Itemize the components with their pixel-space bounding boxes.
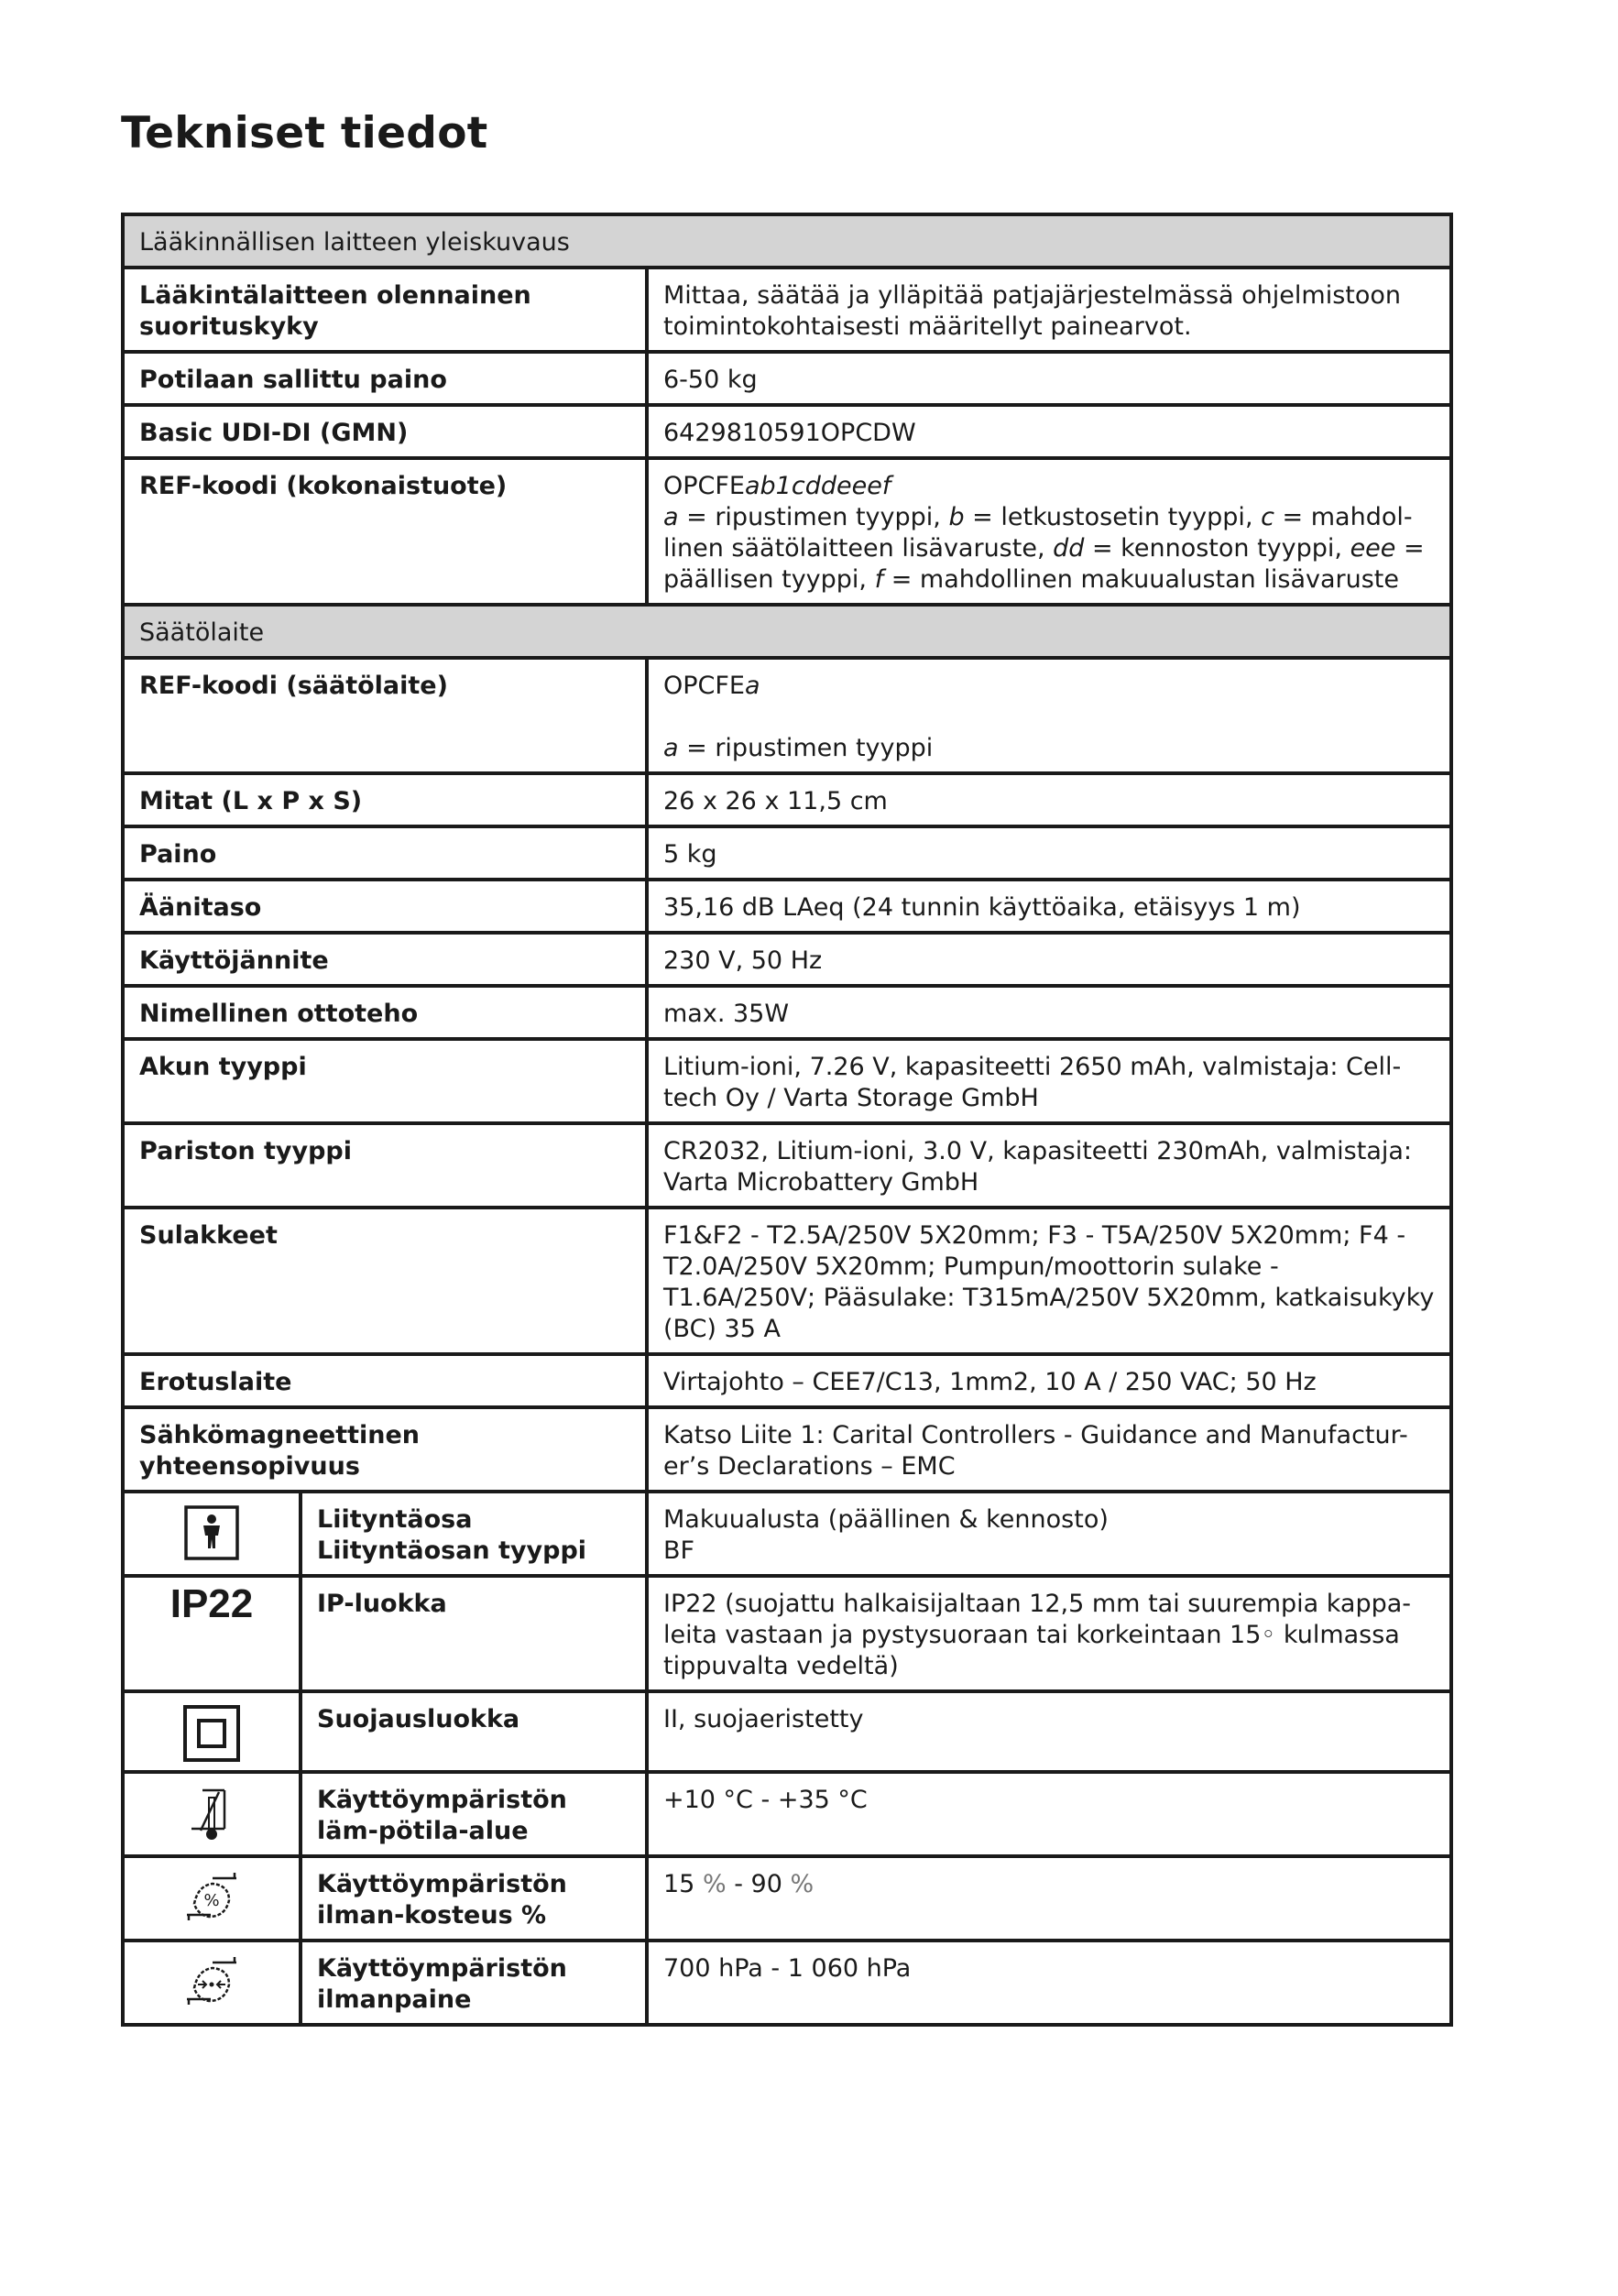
row-label: Pariston tyyppi	[123, 1123, 647, 1208]
table-row	[123, 1208, 1451, 1354]
icon-cell	[123, 1492, 301, 1576]
row-label: Äänitaso	[123, 880, 647, 933]
table-row	[123, 1123, 1451, 1208]
table-row	[123, 1354, 1451, 1407]
icon-cell	[123, 1691, 301, 1772]
ref-code: OPCFEab1cddeeef	[663, 472, 891, 500]
icon-cell	[123, 1772, 301, 1856]
table-row	[123, 458, 1451, 605]
row-label: Erotuslaite	[123, 1354, 647, 1407]
table-row	[123, 658, 1451, 773]
row-value: 15 % - 90 %	[647, 1856, 1451, 1941]
row-value	[647, 658, 1451, 773]
svg-text:%: %	[203, 1891, 220, 1910]
table-row	[123, 1407, 1451, 1492]
section-header-controller: Säätölaite	[123, 605, 1451, 658]
row-label: Liityntäosa Liityntäosan tyyppi	[301, 1492, 647, 1576]
table-row	[123, 773, 1451, 826]
row-label: Käyttöympäristön ilman-kosteus %	[301, 1856, 647, 1941]
humidity-limit-icon	[181, 1869, 242, 1924]
pressure-limit-icon	[181, 1953, 242, 2008]
row-label: IP-luokka	[301, 1576, 647, 1691]
ip22-icon: IP22	[123, 1576, 301, 1691]
row-value: max. 35W	[647, 986, 1451, 1039]
table-row	[123, 268, 1451, 352]
row-label: Akun tyyppi	[123, 1039, 647, 1123]
ref-code: OPCFEa	[663, 672, 760, 700]
row-value: Mittaa, säätää ja ylläpitää patjajärjestelmässä ohjelmistoon toimintokohtaisesti määritellyt painearvot.	[647, 268, 1451, 352]
table-row	[123, 1772, 1451, 1856]
row-label: Suojausluokka	[301, 1691, 647, 1772]
row-value: Katso Liite 1: Carital Controllers - Guidance and Manufactur-er’s Declarations – EMC	[647, 1407, 1451, 1492]
bf-applied-part-icon	[183, 1504, 240, 1561]
row-value: II, suojaeristetty	[647, 1691, 1451, 1772]
spec-table	[121, 213, 1453, 2027]
row-label: REF-koodi (kokonaistuote)	[123, 458, 647, 605]
row-label: Käyttöympäristön ilmanpaine	[301, 1941, 647, 2025]
row-label: Paino	[123, 826, 647, 880]
row-value: 6-50 kg	[647, 352, 1451, 405]
table-row	[123, 1691, 1451, 1772]
row-label: Potilaan sallittu paino	[123, 352, 647, 405]
row-value: 230 V, 50 Hz	[647, 933, 1451, 986]
icon-cell	[123, 1941, 301, 2025]
row-value: 5 kg	[647, 826, 1451, 880]
row-value: F1&F2 - T2.5A/250V 5X20mm; F3 - T5A/250V 5X20mm; F4 - T2.0A/250V 5X20mm; Pumpun/moottorin sulake - T1.6A/250V; Pääsulake: T315mA/250V 5X20mm, katkaisukyky (BC) 35 A	[647, 1208, 1451, 1354]
row-value: +10 °C - +35 °C	[647, 1772, 1451, 1856]
temperature-limit-icon	[184, 1785, 239, 1845]
row-value: 6429810591OPCDW	[647, 405, 1451, 458]
row-value: IP22 (suojattu halkaisijaltaan 12,5 mm tai suurempia kappa-leita vastaan ja pystysuoraan tai korkeintaan 15◦ kulmassa tippuvalta vedeltä)	[647, 1576, 1451, 1691]
ref-code-description: a = ripustimen tyyppi	[663, 734, 934, 762]
row-label: Käyttöympäristön läm-pötila-alue	[301, 1772, 647, 1856]
ref-code-description: a = ripustimen tyyppi, b = letkustosetin tyyppi, c = mahdol-linen säätölaitteen lisävaruste, dd = kennoston tyyppi, eee = päällisen tyyppi, f = mahdollinen makuualustan lisävaruste	[663, 503, 1425, 594]
row-value: 26 x 26 x 11,5 cm	[647, 773, 1451, 826]
table-row	[123, 1039, 1451, 1123]
row-value: Makuualusta (päällinen & kennosto) BF	[647, 1492, 1451, 1576]
row-value: 700 hPa - 1 060 hPa	[647, 1941, 1451, 2025]
table-row	[123, 933, 1451, 986]
row-label: Käyttöjännite	[123, 933, 647, 986]
row-value: 35,16 dB LAeq (24 tunnin käyttöaika, etäisyys 1 m)	[647, 880, 1451, 933]
row-label: Mitat (L x P x S)	[123, 773, 647, 826]
icon-cell	[123, 1856, 301, 1941]
table-row	[123, 1492, 1451, 1576]
table-row	[123, 826, 1451, 880]
row-label: REF-koodi (säätölaite)	[123, 658, 647, 773]
section-header-general: Lääkinnällisen laitteen yleiskuvaus	[123, 214, 1451, 268]
row-value: Virtajohto – CEE7/C13, 1mm2, 10 A / 250 VAC; 50 Hz	[647, 1354, 1451, 1407]
row-label: Nimellinen ottoteho	[123, 986, 647, 1039]
row-label: Lääkintälaitteen olennainen suorituskyky	[123, 268, 647, 352]
row-value	[647, 458, 1451, 605]
class-ii-insulation-icon	[182, 1704, 241, 1763]
table-row	[123, 352, 1451, 405]
row-label: Sähkömagneettinen yhteensopivuus	[123, 1407, 647, 1492]
row-value: Litium-ioni, 7.26 V, kapasiteetti 2650 mAh, valmistaja: Cell-tech Oy / Varta Storage GmbH	[647, 1039, 1451, 1123]
page-title: Tekniset tiedot	[121, 108, 488, 159]
table-row	[123, 1856, 1451, 1941]
row-value: CR2032, Litium-ioni, 3.0 V, kapasiteetti 230mAh, valmistaja: Varta Microbattery GmbH	[647, 1123, 1451, 1208]
table-row	[123, 1576, 1451, 1691]
table-row	[123, 1941, 1451, 2025]
row-label: Basic UDI-DI (GMN)	[123, 405, 647, 458]
row-label: Sulakkeet	[123, 1208, 647, 1354]
table-row	[123, 405, 1451, 458]
table-row	[123, 880, 1451, 933]
table-row	[123, 986, 1451, 1039]
